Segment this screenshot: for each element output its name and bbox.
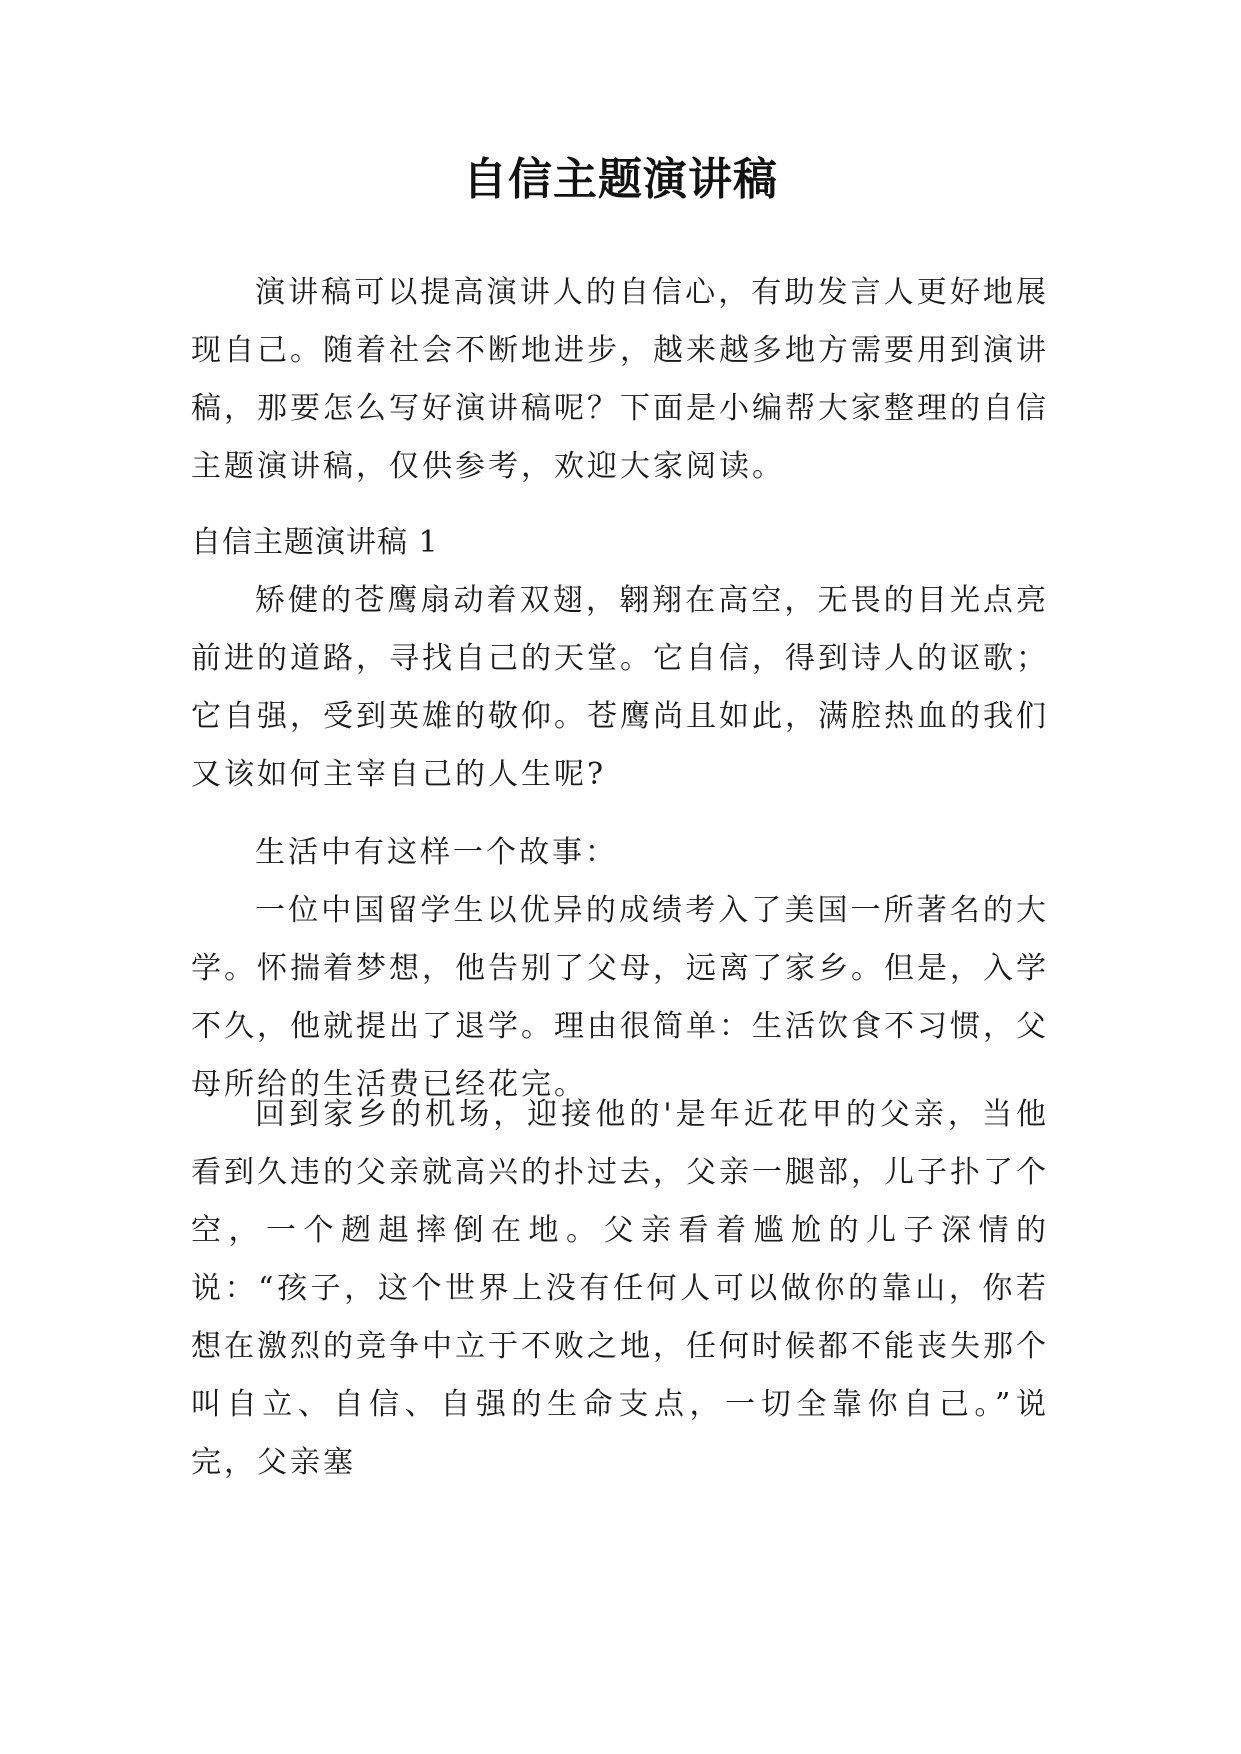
intro-paragraph <box>191 264 1049 496</box>
paragraph-text: 生活中有这样一个故事： <box>255 835 618 870</box>
body-paragraph-2 <box>191 824 1049 882</box>
intro-text: 演讲稿可以提高演讲人的自信心，有助发言人更好地展现自己。随着社会不断地进步，越来越多地方需要用到演讲稿，那要怎么写好演讲稿呢？下面是小编帮大家整理的自信主题演讲稿，仅供参考，欢迎大家阅读。 <box>191 275 1049 484</box>
paragraph-text: 回到家乡的机场，迎接他的'是年近花甲的父亲，当他看到久违的父亲就高兴的扑过去，父亲一腿部，儿子扑了个空，一个趔趄摔倒在地。父亲看着尴尬的儿子深情的说：“孩子，这个世界上没有任何人可以做你的靠山，你若想在激烈的竞争中立于不败之地，任何时候都不能丧失那个叫自立、自信、自强的生命支点，一切全靠你自己。”说完，父亲塞 <box>191 1097 1049 1480</box>
section-heading-block <box>191 514 1049 572</box>
body-paragraph-3 <box>191 882 1049 1114</box>
paragraph-text: 一位中国留学生以优异的成绩考入了美国一所著名的大学。怀揣着梦想，他告别了父母，远离了家乡。但是，入学不久，他就提出了退学。理由很简单：生活饮食不习惯，父母所给的生活费已经花完。 <box>191 893 1049 1102</box>
body-paragraph-4 <box>191 1086 1049 1492</box>
section-heading: 自信主题演讲稿 1 <box>191 525 439 560</box>
body-paragraph-1 <box>191 572 1049 804</box>
paragraph-text: 矫健的苍鹰扇动着双翅，翱翔在高空，无畏的目光点亮前进的道路，寻找自己的天堂。它自信，得到诗人的讴歌；它自强，受到英雄的敬仰。苍鹰尚且如此，满腔热血的我们又该如何主宰自己的人生呢? <box>191 583 1049 792</box>
document-title: 自信主题演讲稿 <box>463 154 778 205</box>
